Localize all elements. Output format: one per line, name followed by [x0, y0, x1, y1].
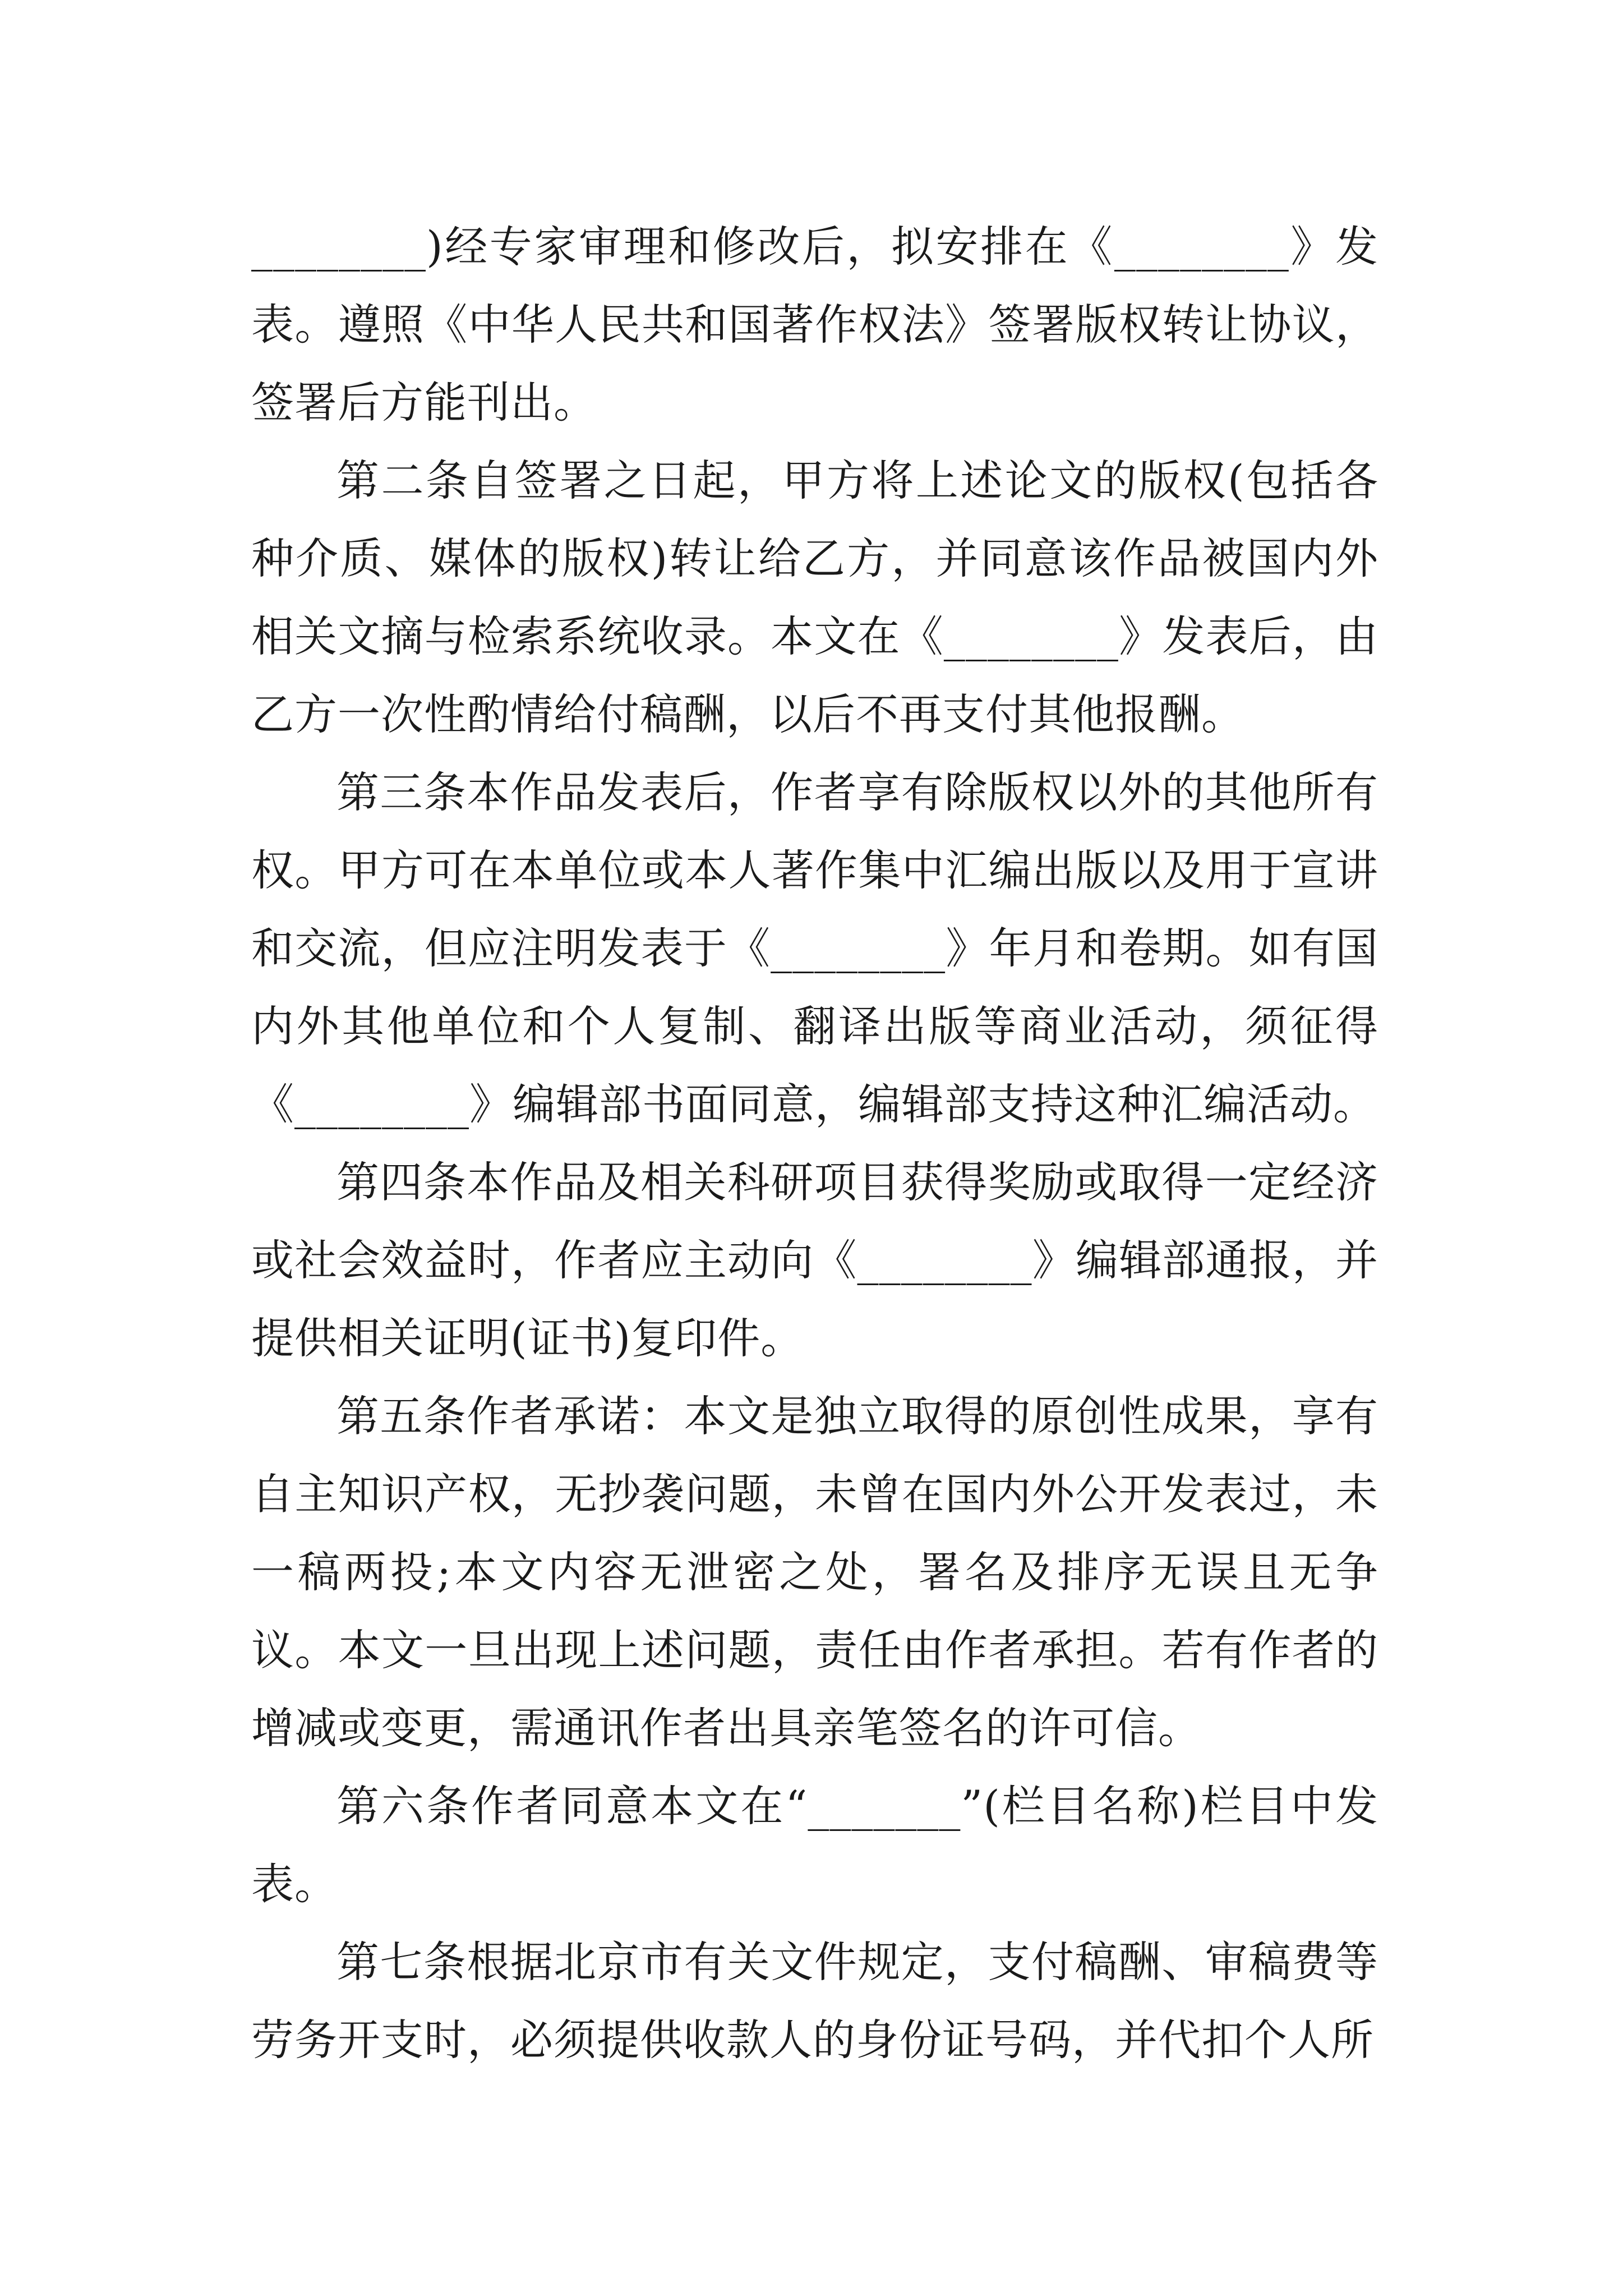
paragraph-article-4: 第四条本作品及相关科研项目获得奖励或取得一定经济或社会效益时，作者应主动向《________》编辑部通报，并提供相关证明(证书)复印件。	[251, 1157, 1378, 1363]
paragraph-article-2: 第二条自签署之日起，甲方将上述论文的版权(包括各种介质、媒体的版权)转让给乙方，并同意该作品被国内外相关文摘与检索系统收录。本文在《________》发表后，由乙方一次性酌情给付稿酬，以后不再支付其他报酬。	[251, 455, 1378, 739]
document-page	[251, 208, 1378, 2079]
paragraph-continuation: ________)经专家审理和修改后，拟安排在《________》发表。遵照《中华人民共和国著作权法》签署版权转让协议，签署后方能刊出。	[251, 222, 1378, 427]
paragraph-article-3: 第三条本作品发表后，作者享有除版权以外的其他所有权。甲方可在本单位或本人著作集中汇编出版以及用于宣讲和交流，但应注明发表于《________》年月和卷期。如有国内外其他单位和个人复制、翻译出版等商业活动，须征得《________》编辑部书面同意，编辑部支持这种汇编活动。	[251, 767, 1378, 1129]
paragraph-article-7: 第七条根据北京市有关文件规定，支付稿酬、审稿费等劳务开支时，必须提供收款人的身份证号码，并代扣个人所	[251, 1937, 1378, 2065]
paragraph-article-5: 第五条作者承诺：本文是独立取得的原创性成果，享有自主知识产权，无抄袭问题，未曾在国内外公开发表过，未一稿两投;本文内容无泄密之处，署名及排序无误且无争议。本文一旦出现上述问题，责任由作者承担。若有作者的增减或变更，需通讯作者出具亲笔签名的许可信。	[251, 1391, 1378, 1753]
paragraph-article-6: 第六条作者同意本文在“_______”(栏目名称)栏目中发表。	[251, 1781, 1378, 1909]
